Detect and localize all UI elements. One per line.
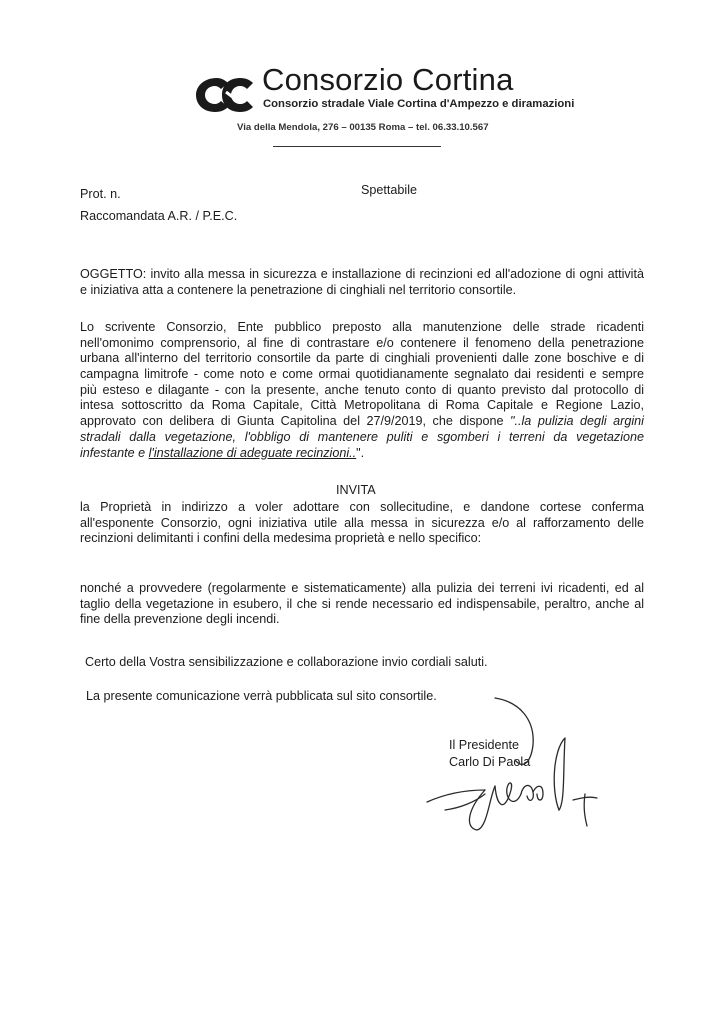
delivery-method: Raccomandata A.R. / P.E.C. xyxy=(80,209,238,223)
invita-heading: INVITA xyxy=(336,483,376,497)
subject-line: e iniziativa atta a contenere la penetrazione di cinghiali nel territorio consortile. xyxy=(80,282,517,297)
body-line: recinzioni delimitanti i confini della medesima proprietà e nello specifico: xyxy=(80,531,482,546)
quoted-underlined-text: l'installazione di adeguate recinzioni.. xyxy=(148,445,357,460)
letterhead-divider xyxy=(273,146,441,147)
body-line: nell'omonimo comprensorio, al fine di contrastare e/o contenere il fenomeno della penetrazione xyxy=(80,335,644,350)
body-text: approvato con delibera di Giunta Capitolina del 27/9/2019, che dispone xyxy=(80,414,511,429)
body-line xyxy=(80,414,644,430)
organization-name: Consorzio Cortina xyxy=(262,62,514,97)
body-paragraph-request xyxy=(80,500,644,547)
organization-address: Via della Mendola, 276 – 00135 Roma – tel. 06.33.10.567 xyxy=(237,122,489,133)
body-paragraph-intro xyxy=(80,320,644,461)
body-line: intesa sottoscritto da Roma Capitale, Città Metropolitana di Roma Capitale e Regione Lazio, xyxy=(80,398,644,413)
closing-greeting: Certo della Vostra sensibilizzazione e collaborazione invio cordiali saluti. xyxy=(85,655,488,669)
body-line: all'esponente Consorzio, ogni iniziativa utile alla messa in sicurezza e/o al rafforzamento delle xyxy=(80,515,644,530)
body-line: nonché a provvedere (regolarmente e sistematicamente) alla pulizia dei terreni ivi ricadenti, ed al xyxy=(80,581,644,595)
body-line: più esteso e dilagante - con la presente, anche tenuto conto di quanto previsto dal protocollo di xyxy=(80,382,644,397)
body-paragraph-maintenance xyxy=(80,581,644,628)
quote-end: ". xyxy=(356,445,365,460)
body-line: urbana all'interno del territorio consortile da parte di cinghiali provenienti dalle zone boschive e di xyxy=(80,351,644,366)
body-line: Lo scrivente Consorzio, Ente pubblico preposto alla manutenzione delle strade ricadenti xyxy=(80,320,644,334)
handwritten-signature xyxy=(425,690,605,840)
body-line: fine della prevenzione degli incendi. xyxy=(80,612,280,627)
consortium-logo-icon xyxy=(190,70,260,118)
signatory-name: Carlo Di Paola xyxy=(449,755,531,769)
body-line: campagna limitrofe - come noto e come ormai quotidianamente segnalato dai residenti e sempre xyxy=(80,367,644,382)
publication-notice: La presente comunicazione verrà pubblicata sul sito consortile. xyxy=(86,689,437,703)
subject-line: OGGETTO: invito alla messa in sicurezza e installazione di recinzioni ed all'adozione di ogni attività xyxy=(80,267,644,281)
quoted-text: infestante e xyxy=(80,445,149,460)
organization-subtitle: Consorzio stradale Viale Cortina d'Ampezzo e diramazioni xyxy=(263,98,575,110)
quoted-text: "..la pulizia degli argini xyxy=(510,414,644,429)
body-line: taglio della vegetazione in esubero, il che si rende necessario ed indispensabile, peraltro, anche al xyxy=(80,596,644,611)
protocol-number-label: Prot. n. xyxy=(80,187,121,201)
body-line: la Proprietà in indirizzo a voler adottare con sollecitudine, e dandone cortese conferma xyxy=(80,500,644,514)
signatory-title: Il Presidente xyxy=(449,738,520,752)
quoted-line: stradali dalla vegetazione, l'obbligo di mantenere puliti e sgomberi i terreni da vegetazione xyxy=(80,429,644,444)
recipient-salutation: Spettabile xyxy=(361,183,418,197)
subject-paragraph xyxy=(80,267,644,298)
body-line xyxy=(80,446,644,462)
